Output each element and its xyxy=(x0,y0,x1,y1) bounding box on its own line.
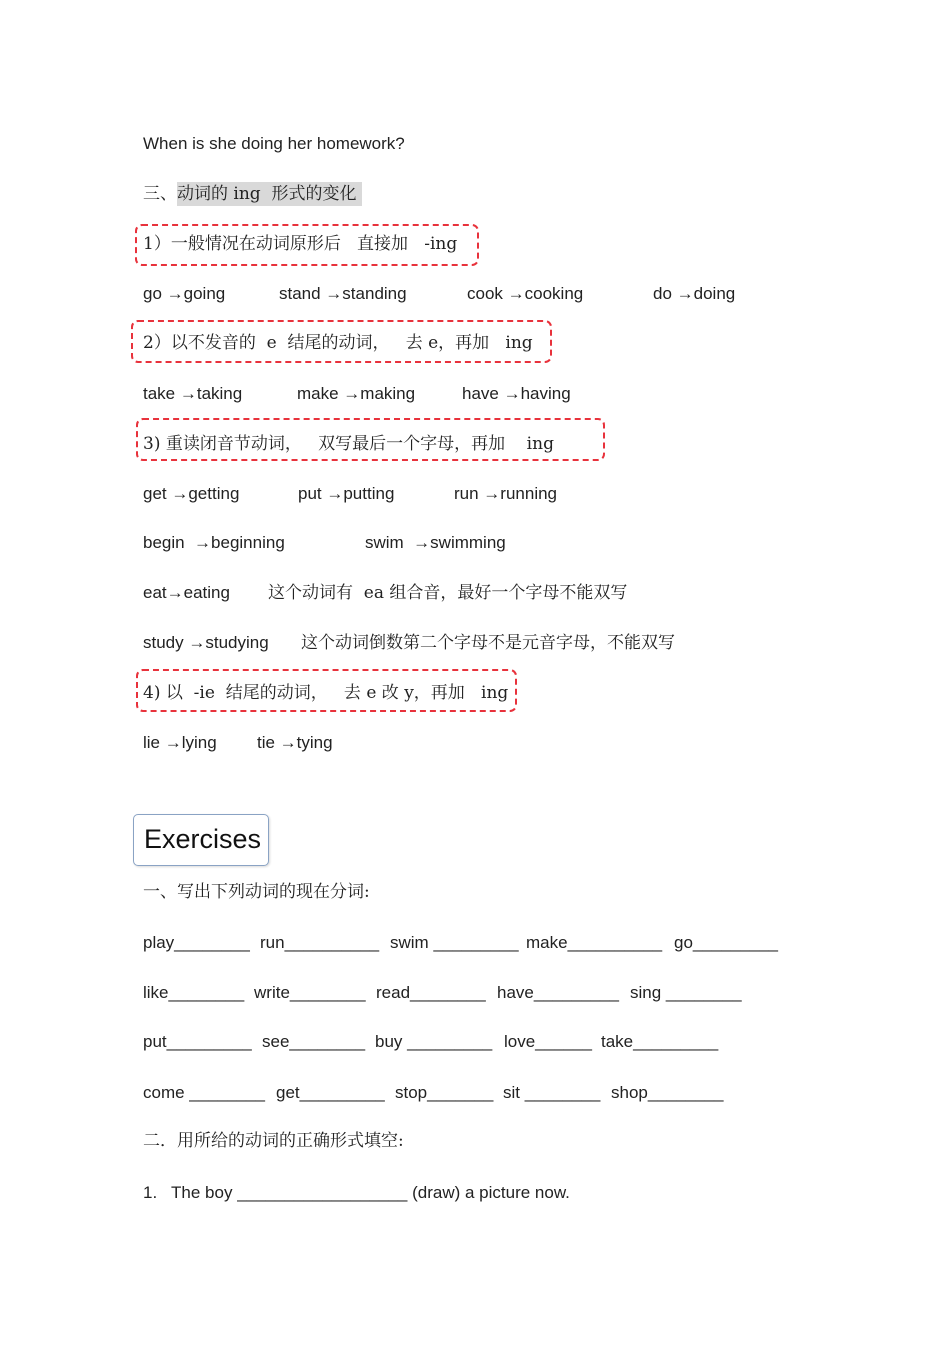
exercise-question: 1. The boy __________________ (draw) a picture now. xyxy=(143,1183,570,1202)
exercise-blank: love______ xyxy=(504,1032,592,1051)
rule3-example: begin →beginning xyxy=(143,533,285,552)
rule2-example: make →making xyxy=(297,384,416,403)
rule3-note-text: 这个动词倒数第二个字母不是元音字母，不能双写 xyxy=(301,633,675,653)
rule4-example: tie →tying xyxy=(257,733,333,752)
intro-question: When is she doing her homework? xyxy=(143,134,405,153)
exercise-blank: stop_______ xyxy=(395,1083,494,1102)
exercise-blank: write________ xyxy=(254,983,366,1002)
rule1-example: cook →cooking xyxy=(467,284,584,303)
exercise-part2-instruction: 二．用所给的动词的正确形式填空: xyxy=(143,1131,404,1151)
exercise-blank: sing ________ xyxy=(630,983,742,1002)
rule3-example: run →running xyxy=(454,484,558,503)
exercise-blank: put_________ xyxy=(143,1032,252,1051)
rule3-label: 3) 重读闭音节动词， 双写最后一个字母，再加 ing xyxy=(143,434,554,454)
exercise-blank: see________ xyxy=(262,1032,366,1051)
exercise-blank: buy _________ xyxy=(375,1032,493,1051)
rule2-label: 2）以不发音的 e 结尾的动词， 去 e，再加 ing xyxy=(143,333,533,353)
exercise-blank: run__________ xyxy=(260,933,380,952)
exercises-heading: Exercises xyxy=(133,814,269,866)
section-heading xyxy=(143,183,362,205)
rule3-example: get →getting xyxy=(143,484,240,503)
rule4-example: lie →lying xyxy=(143,733,217,752)
exercise-blank: go_________ xyxy=(674,933,779,952)
rule1-example: do →doing xyxy=(653,284,736,303)
rule2-example: take →taking xyxy=(143,384,243,403)
exercise-blank: sit ________ xyxy=(503,1083,601,1102)
rule3-note-example: eat→eating xyxy=(143,583,230,602)
exercise-blank: get_________ xyxy=(276,1083,385,1102)
rule1-label: 1）一般情况在动词原形后 直接加 -ing xyxy=(143,234,458,254)
rule3-example: swim →swimming xyxy=(365,533,506,552)
exercise-blank: read________ xyxy=(376,983,486,1002)
section-number: 三、 xyxy=(143,184,177,204)
rule1-example: go →going xyxy=(143,284,226,303)
exercise-blank: make__________ xyxy=(526,933,663,952)
rule3-example: put →putting xyxy=(298,484,395,503)
exercise-blank: shop________ xyxy=(611,1083,724,1102)
rule2-example: have →having xyxy=(462,384,571,403)
exercise-blank: take_________ xyxy=(601,1032,719,1051)
exercise-blank: play________ xyxy=(143,933,250,952)
exercise-part1-instruction: 一、写出下列动词的现在分词: xyxy=(143,882,370,902)
exercise-blank: come ________ xyxy=(143,1083,265,1102)
rule3-note-text: 这个动词有 ea 组合音，最好一个字母不能双写 xyxy=(268,583,628,603)
exercise-blank: have_________ xyxy=(497,983,619,1002)
exercise-blank: swim _________ xyxy=(390,933,519,952)
rule4-label: 4) 以 -ie 结尾的动词， 去 e 改 y，再加 ing xyxy=(143,683,509,703)
section-title: 动词的 ing 形式的变化 xyxy=(177,182,362,206)
rule1-example: stand →standing xyxy=(279,284,407,303)
exercise-blank: like________ xyxy=(143,983,245,1002)
rule3-note-example: study →studying xyxy=(143,633,269,652)
